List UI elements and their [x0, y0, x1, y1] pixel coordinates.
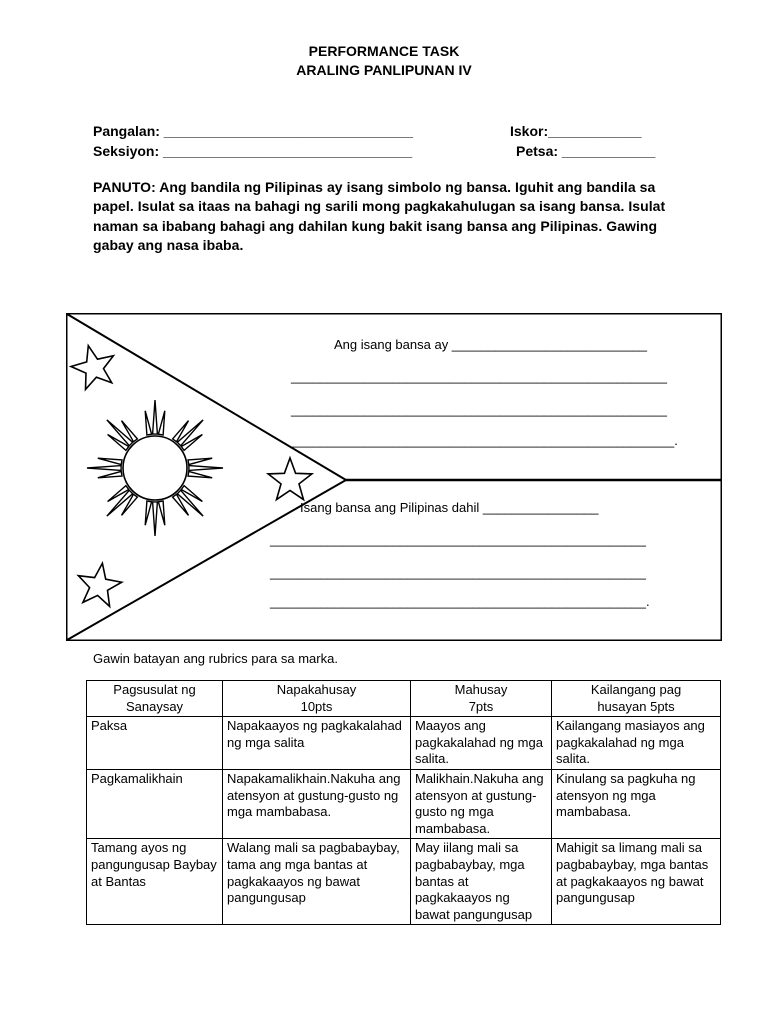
- table-row: [87, 839, 721, 925]
- sun-ray: [158, 501, 164, 525]
- date-field[interactable]: Petsa: ____________: [516, 143, 656, 159]
- table-cell: Malikhain.Nakuha ang atensyon at gustung-gusto ng mga mambabasa.: [411, 769, 552, 838]
- sun-ray: [153, 502, 158, 536]
- table-row: [87, 769, 721, 838]
- header-criteria: Pagsusulat ng Sanaysay: [87, 681, 223, 717]
- sun-ray: [98, 471, 122, 477]
- table-cell: Paksa: [87, 717, 223, 770]
- table-cell: Tamang ayos ng pangungusap Baybay at Bantas: [87, 839, 223, 925]
- sun-ray: [188, 471, 212, 477]
- table-row: [87, 717, 721, 770]
- header-excellent: Napakahusay 10pts: [223, 681, 411, 717]
- table-cell: Kailangang masiayos ang pagkakalahad ng mga salita.: [552, 717, 721, 770]
- name-field[interactable]: Pangalan: ________________________________: [93, 123, 413, 139]
- table-cell: Walang mali sa pagbabaybay, tama ang mga bantas at pagkakaayos ng bawat pangungusap: [223, 839, 411, 925]
- lower-prompt: Isang bansa ang Pilipinas dahil ________________: [300, 500, 599, 515]
- table-cell: Pagkamalikhain: [87, 769, 223, 838]
- table-cell: Napakaayos ng pagkakalahad ng mga salita: [223, 717, 411, 770]
- section-field[interactable]: Seksiyon: ________________________________: [93, 143, 413, 159]
- star-bottom-icon: [78, 563, 121, 606]
- upper-answer-line-2[interactable]: ____________________________________________________: [291, 402, 667, 417]
- flag-outline: [66, 313, 722, 641]
- table-cell: Napakamalikhain.Nakuha ang atensyon at gustung-gusto ng mga mambabasa.: [223, 769, 411, 838]
- score-field[interactable]: Iskor:____________: [510, 123, 642, 139]
- instructions: PANUTO: Ang bandila ng Pilipinas ay isang simbolo ng bansa. Iguhit ang bandila sa papel. Isulat sa itaas na bahagi ng sarili mong pagkakahulugan sa isang bansa. Isulat naman sa ibabang bahagi ang dahilan kung bakit isang bansa ang Pilipinas. Gawing gabay ang nasa ibaba.: [93, 179, 666, 253]
- table-cell: Maayos ang pagkakalahad ng mga salita.: [411, 717, 552, 770]
- upper-answer-line-3[interactable]: _____________________________________________________.: [291, 433, 678, 448]
- rubric-table: [86, 680, 721, 925]
- header-needs-improvement: Kailangang pag husayan 5pts: [552, 681, 721, 717]
- table-cell: Kinulang sa pagkuha ng atensyon ng mga mambabasa.: [552, 769, 721, 838]
- lower-answer-line-2[interactable]: ____________________________________________________: [270, 565, 646, 580]
- sun-ray: [188, 458, 212, 464]
- sun-ray: [158, 411, 164, 435]
- rubric-header-row: [87, 681, 721, 717]
- sun-ray: [98, 458, 122, 464]
- lower-answer-line-3[interactable]: ____________________________________________________.: [270, 594, 650, 609]
- star-top-icon: [71, 346, 113, 390]
- philippine-flag-drawing: [66, 313, 722, 641]
- star-right-icon: [268, 458, 312, 500]
- header-good: Mahusay 7pts: [411, 681, 552, 717]
- table-cell: Mahigit sa limang mali sa pagbabaybay, mga bantas at pagkakaayos ng bawat pangungusap: [552, 839, 721, 925]
- upper-prompt: Ang isang bansa ay ___________________________: [334, 337, 648, 352]
- sun-ray: [145, 411, 151, 435]
- subject-title: ARALING PANLIPUNAN IV: [296, 62, 472, 78]
- lower-answer-line-1[interactable]: ____________________________________________________: [270, 532, 646, 547]
- upper-answer-line-1[interactable]: ____________________________________________________: [291, 369, 667, 384]
- sun-ray: [189, 466, 223, 471]
- sun-ray: [153, 400, 158, 434]
- sun-ray: [87, 466, 121, 471]
- rubric-note: Gawin batayan ang rubrics para sa marka.: [93, 651, 338, 666]
- table-cell: May iilang mali sa pagbabaybay, mga bantas at pagkakaayos ng bawat pangungusap: [411, 839, 552, 925]
- task-title: PERFORMANCE TASK: [308, 43, 460, 59]
- sun-ray: [145, 501, 151, 525]
